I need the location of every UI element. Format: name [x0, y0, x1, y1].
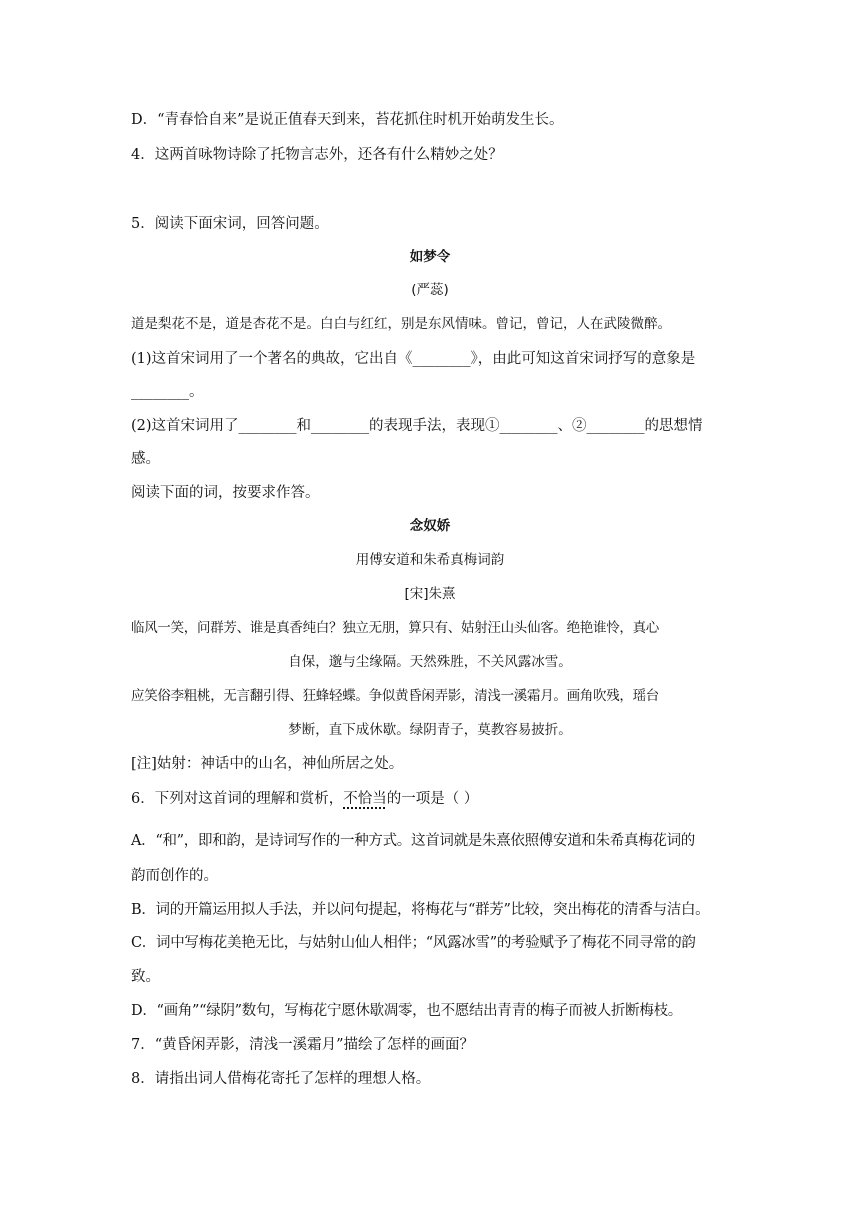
poem-2-author: [宋]朱熹	[404, 586, 456, 602]
question-7: 7．“黄昏闲弄影，清浅一溪霜月”描绘了怎样的画面？	[131, 1037, 475, 1053]
poem-2-note: [注]姑射：神话中的山名，神仙所居之处。	[131, 756, 404, 772]
q5-sub1-line1: (1)这首宋词用了一个著名的典故，它出自《________》，由此可知这首宋词抒写的意象是	[131, 351, 696, 367]
question-4: 4．这两首咏物诗除了托物言志外，还各有什么精妙之处？	[131, 147, 503, 163]
q6-stem-after: 的一项是（ ）	[386, 791, 479, 807]
q5-sub2-line1: (2)这首宋词用了________和________的表现手法，表现①________、②________的思想情	[131, 418, 703, 434]
question-5-intro: 5．阅读下面宋词，回答问题。	[131, 216, 329, 232]
q5-sub2-line2: 感。	[131, 451, 160, 467]
q5-sub1-line2: ________。	[131, 384, 204, 400]
poem-1-author: (严蕊)	[411, 282, 449, 298]
q6-option-c-line2: 致。	[131, 969, 160, 985]
poem-2-subtitle: 用傅安道和朱希真梅词韵	[355, 552, 505, 568]
poem-2-line-4: 梦断，直下成休歇。绿阴青子，莫教容易披折。	[288, 722, 572, 738]
section-2-intro: 阅读下面的词，按要求作答。	[131, 485, 320, 501]
poem-2-line-1: 临风一笑，问群芳、谁是真香纯白？独立无朋，算只有、姑射汪山头仙客。绝艳谁怜，真心	[131, 620, 659, 636]
q6-option-c-line1: C．词中写梅花美艳无比，与姑射山仙人相伴；“风露冰雪”的考验赋予了梅花不同寻常的韵	[131, 935, 696, 951]
poem-2-title: 念奴娇	[409, 518, 451, 534]
poem-1-text: 道是梨花不是，道是杏花不是。白白与红红，别是东风情味。曾记，曾记，人在武陵微醉。	[131, 316, 671, 332]
question-6-stem	[131, 789, 731, 809]
q6-option-b: B．词的开篇运用拟人手法，并以问句提起，将梅花与“群芳”比较，突出梅花的清香与洁白。	[131, 902, 710, 918]
poem-2-line-3: 应笑俗李粗桃，无言翻引得、狂蜂轻蝶。争似黄昏闲弄影，清浅一溪霜月。画角吹残，瑶台	[131, 688, 659, 704]
question-8: 8．请指出词人借梅花寄托了怎样的理想人格。	[131, 1071, 431, 1087]
poem-1-title: 如梦令	[409, 249, 451, 265]
q3-option-d: D．“青春恰自来”是说正值春天到来，苔花抓住时机开始萌发生长。	[131, 112, 564, 128]
q6-option-a-line1: A．“和”，即和韵，是诗词写作的一种方式。这首词就是朱熹依照傅安道和朱希真梅花词的	[131, 833, 695, 849]
poem-2-line-2: 自保，邈与尘缘隔。天然殊胜，不关风露冰雪。	[288, 654, 572, 670]
q6-option-a-line2: 韵而创作的。	[131, 868, 218, 884]
q6-stem-emphasis: 不恰当	[343, 791, 387, 807]
q6-stem-before: 6．下列对这首词的理解和赏析，	[131, 791, 344, 807]
q6-option-d: D．“画角”“绿阴”数句，写梅花宁愿休歇凋零，也不愿结出青青的梅子而被人折断梅枝。	[131, 1003, 682, 1019]
